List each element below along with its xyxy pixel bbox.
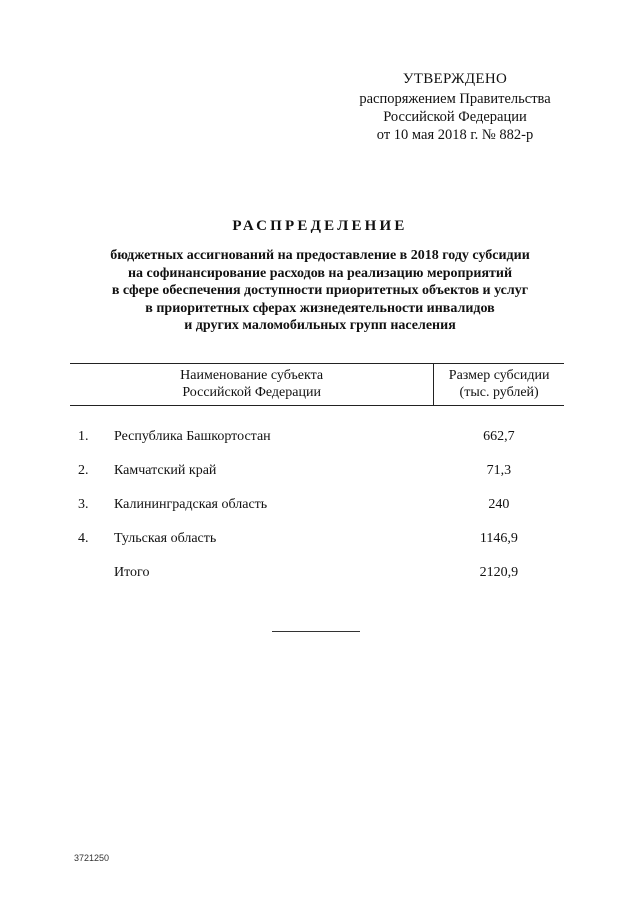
row-amount: 71,3 xyxy=(486,463,512,478)
row-subject: Тульская область xyxy=(114,531,217,546)
document-subtitle xyxy=(60,247,580,335)
document-heading xyxy=(60,218,580,335)
table-row xyxy=(70,454,564,488)
allocation-table xyxy=(70,363,564,590)
total-label: Итого xyxy=(114,565,150,580)
table-row xyxy=(70,488,564,522)
header-subject-line: Наименование субъекта xyxy=(180,368,324,383)
header-amount-line: (тыс. рублей) xyxy=(459,385,539,400)
row-subject: Камчатский край xyxy=(114,463,217,478)
header-subject-line: Российской Федерации xyxy=(182,385,321,400)
table-row xyxy=(70,522,564,556)
approval-date-number: от 10 мая 2018 г. № 882-р xyxy=(376,127,534,143)
row-subject: Республика Башкортостан xyxy=(114,429,271,444)
table-row xyxy=(70,406,564,455)
approval-block xyxy=(340,70,570,144)
row-number: 2. xyxy=(78,463,89,478)
total-row xyxy=(70,556,564,590)
subtitle-line: в сфере обеспечения доступности приоритетных объектов и услуг xyxy=(111,283,529,298)
row-amount: 1146,9 xyxy=(479,531,518,546)
row-amount: 662,7 xyxy=(483,429,515,444)
approval-status: УТВЕРЖДЕНО xyxy=(402,71,508,87)
row-subject: Калининградская область xyxy=(114,497,268,512)
row-number: 1. xyxy=(78,429,89,444)
document-title: РАСПРЕДЕЛЕНИЕ xyxy=(232,218,408,234)
header-amount xyxy=(434,364,564,406)
subtitle-line: на софинансирование расходов на реализацию мероприятий xyxy=(127,265,513,281)
document-code: 3721250 xyxy=(74,853,110,863)
row-number: 3. xyxy=(78,497,89,512)
total-number-cell xyxy=(70,556,114,590)
approval-line: Российской Федерации xyxy=(383,109,527,125)
header-subject xyxy=(70,364,434,406)
table-header-row xyxy=(70,364,564,406)
subtitle-line: и других маломобильных групп населения xyxy=(184,318,456,333)
total-amount: 2120,9 xyxy=(479,565,519,580)
row-amount: 240 xyxy=(488,497,510,512)
subtitle-line: в приоритетных сферах жизнедеятельности инвалидов xyxy=(145,300,495,316)
subtitle-line: бюджетных ассигнований на предоставление в 2018 году субсидии xyxy=(110,248,530,263)
header-amount-line: Размер субсидии xyxy=(448,368,550,383)
end-separator-line xyxy=(272,631,360,632)
approval-line: распоряжением Правительства xyxy=(359,91,551,107)
row-number: 4. xyxy=(78,531,89,546)
